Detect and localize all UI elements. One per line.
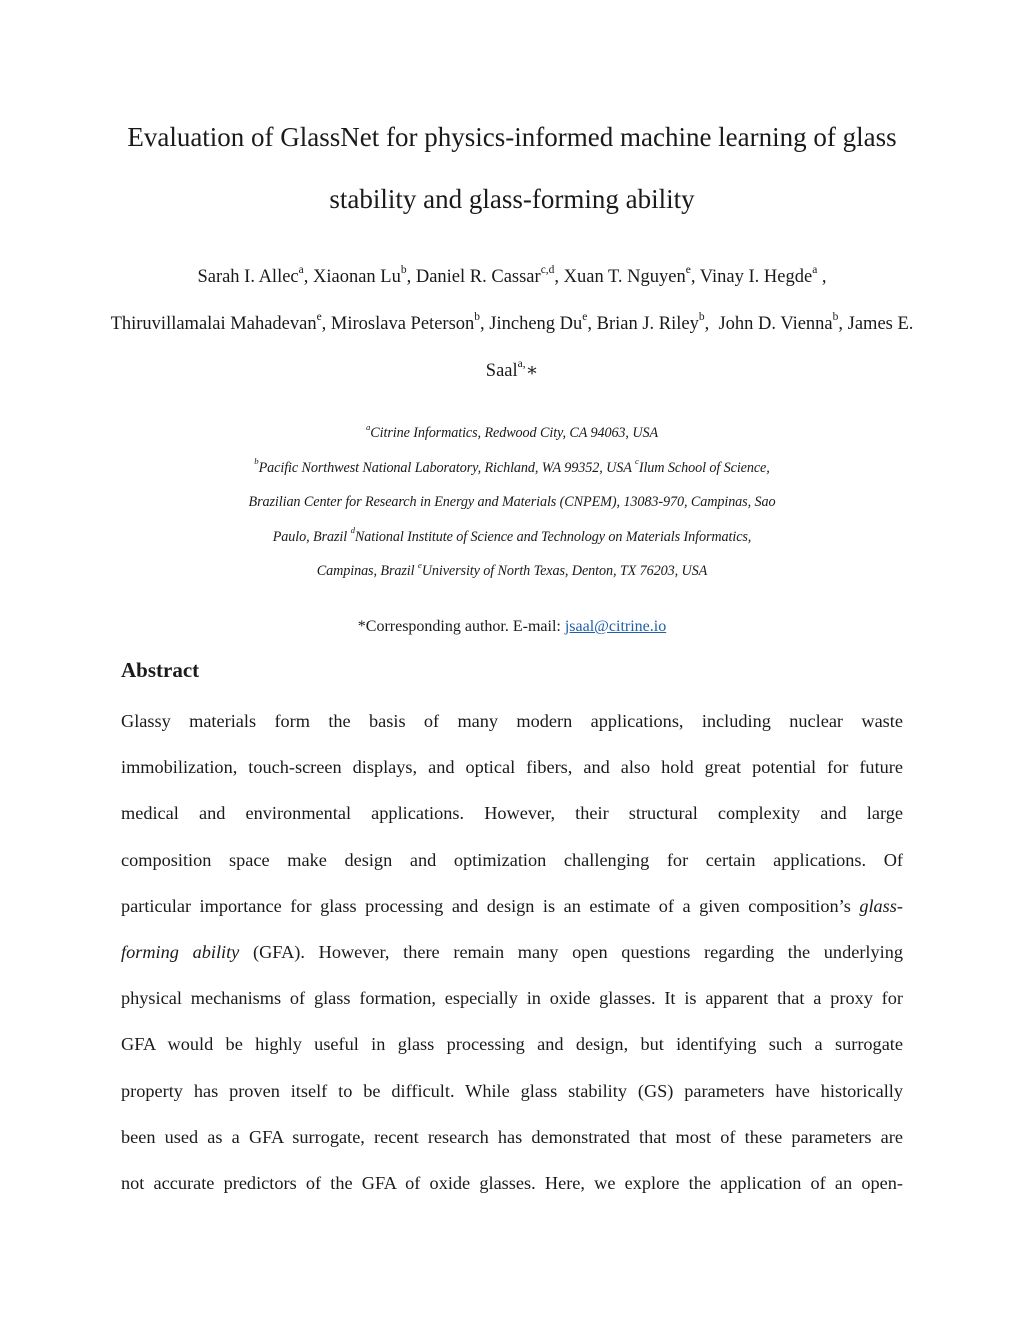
author-affil-sup: a [812, 263, 818, 276]
affil-text: Ilum School of Science, [638, 459, 770, 476]
abstract-line: been used as a GFA surrogate, recent research has demonstrated that most of these parameters are [121, 1126, 903, 1147]
affil-sup: a [365, 421, 371, 432]
author-affil-sup: e [582, 310, 588, 323]
affiliations [150, 416, 874, 589]
abstract-text: (GFA). However, there remain many open questions regarding the underlying [239, 942, 903, 963]
affil-text: Brazilian Center for Research in Energy and Materials (CNPEM), 13083-970, Campinas, Sao [248, 494, 776, 511]
author-name: Sarah I. Allec [197, 267, 299, 287]
author-affil-sup: b [698, 310, 705, 323]
abstract-line: physical mechanisms of glass formation, especially in oxide glasses. It is apparent that a proxy for [121, 988, 903, 1009]
abstract-line: medical and environmental applications. However, their structural complexity and large [121, 803, 903, 824]
author-separator: ∗ [525, 361, 539, 381]
author-separator: , [817, 267, 827, 287]
abstract-line: composition space make design and optimization challenging for certain applications. Of [121, 849, 903, 870]
author-name: Brian J. Riley [596, 314, 699, 334]
corresponding-label: *Corresponding author. E-mail: [357, 618, 565, 635]
affil-sup: e [417, 559, 422, 570]
affiliation-line [150, 554, 874, 589]
author-line-1 [110, 254, 914, 301]
author-separator: , [690, 267, 700, 287]
author-name: Vinay I. Hegde [699, 267, 813, 287]
author-separator: , [554, 267, 564, 287]
abstract-line: Glassy materials form the basis of many modern applications, including nuclear waste [121, 711, 903, 731]
abstract-line [121, 883, 903, 929]
author-separator: , [838, 314, 848, 334]
author-separator: , [587, 314, 597, 334]
author-affil-sup: b [400, 263, 407, 276]
author-affil-sup: e [316, 310, 322, 323]
author-affil-sup: e [685, 263, 691, 276]
affil-sup: b [254, 456, 259, 467]
affil-text: Pacific Northwest National Laboratory, Richland, WA 99352, USA [258, 459, 636, 476]
author-separator: , [321, 314, 331, 334]
abstract-text: particular importance for glass processing and design is an estimate of a given composition’s [121, 895, 860, 916]
title-line-2: stability and glass-forming ability [329, 184, 695, 214]
author-name: Jincheng Du [489, 314, 583, 334]
author-affil-sup: b [474, 310, 481, 323]
author-name: James E. Saal [485, 314, 914, 381]
affiliation-line [150, 485, 874, 520]
abstract-heading: Abstract [121, 658, 200, 682]
abstract-line [121, 929, 903, 975]
abstract-line: property has proven itself to be difficult. While glass stability (GS) parameters have historically [121, 1080, 903, 1101]
affil-text: Paulo, Brazil [272, 528, 351, 545]
affil-sup: c [635, 456, 639, 467]
author-affil-sup: a [298, 263, 304, 276]
author-separator: , [406, 267, 416, 287]
author-name: Thiruvillamalai Mahadevan [110, 314, 317, 334]
abstract-italic: glass- [859, 895, 903, 916]
affiliation-line [150, 416, 874, 451]
email-link[interactable]: jsaal@citrine.io [564, 618, 667, 635]
abstract-body [121, 698, 903, 1206]
affil-text: National Institute of Science and Technology on Materials Informatics, [354, 528, 752, 545]
abstract-line: GFA would be highly useful in glass processing and design, but identifying such a surrogate [121, 1034, 903, 1055]
author-name: Xiaonan Lu [312, 267, 401, 287]
author-affil-sup: b [832, 310, 839, 323]
affil-sup: d [350, 525, 355, 536]
affil-text: Citrine Informatics, Redwood City, CA 94063, USA [370, 425, 659, 441]
affil-text: Campinas, Brazil [316, 563, 418, 580]
author-list [110, 254, 914, 395]
author-line-2 [110, 301, 914, 395]
author-affil-sup: a, [517, 357, 526, 370]
title-line-1: Evaluation of GlassNet for physics-informed machine learning of glass [127, 122, 897, 152]
paper-title [60, 106, 964, 230]
author-separator: , [303, 267, 313, 287]
author-separator: , [480, 314, 490, 334]
author-affil-sup: c,d [540, 263, 555, 276]
affiliation-line [150, 520, 874, 555]
affil-text: University of North Texas, Denton, TX 76203, USA [421, 563, 708, 580]
affiliation-line [150, 451, 874, 486]
author-name: Xuan T. Nguyen [563, 267, 686, 287]
author-name: Daniel R. Cassar [415, 267, 541, 287]
author-name: John D. Vienna [718, 314, 833, 334]
abstract-line: immobilization, touch-screen displays, and optical fibers, and also hold great potential for future [121, 757, 903, 778]
abstract-line: not accurate predictors of the GFA of oxide glasses. Here, we explore the application of an open- [121, 1173, 903, 1194]
author-separator: , [704, 314, 719, 334]
author-name: Miroslava Peterson [330, 314, 475, 334]
abstract-italic: forming ability [121, 942, 240, 963]
corresponding-author [150, 614, 874, 640]
